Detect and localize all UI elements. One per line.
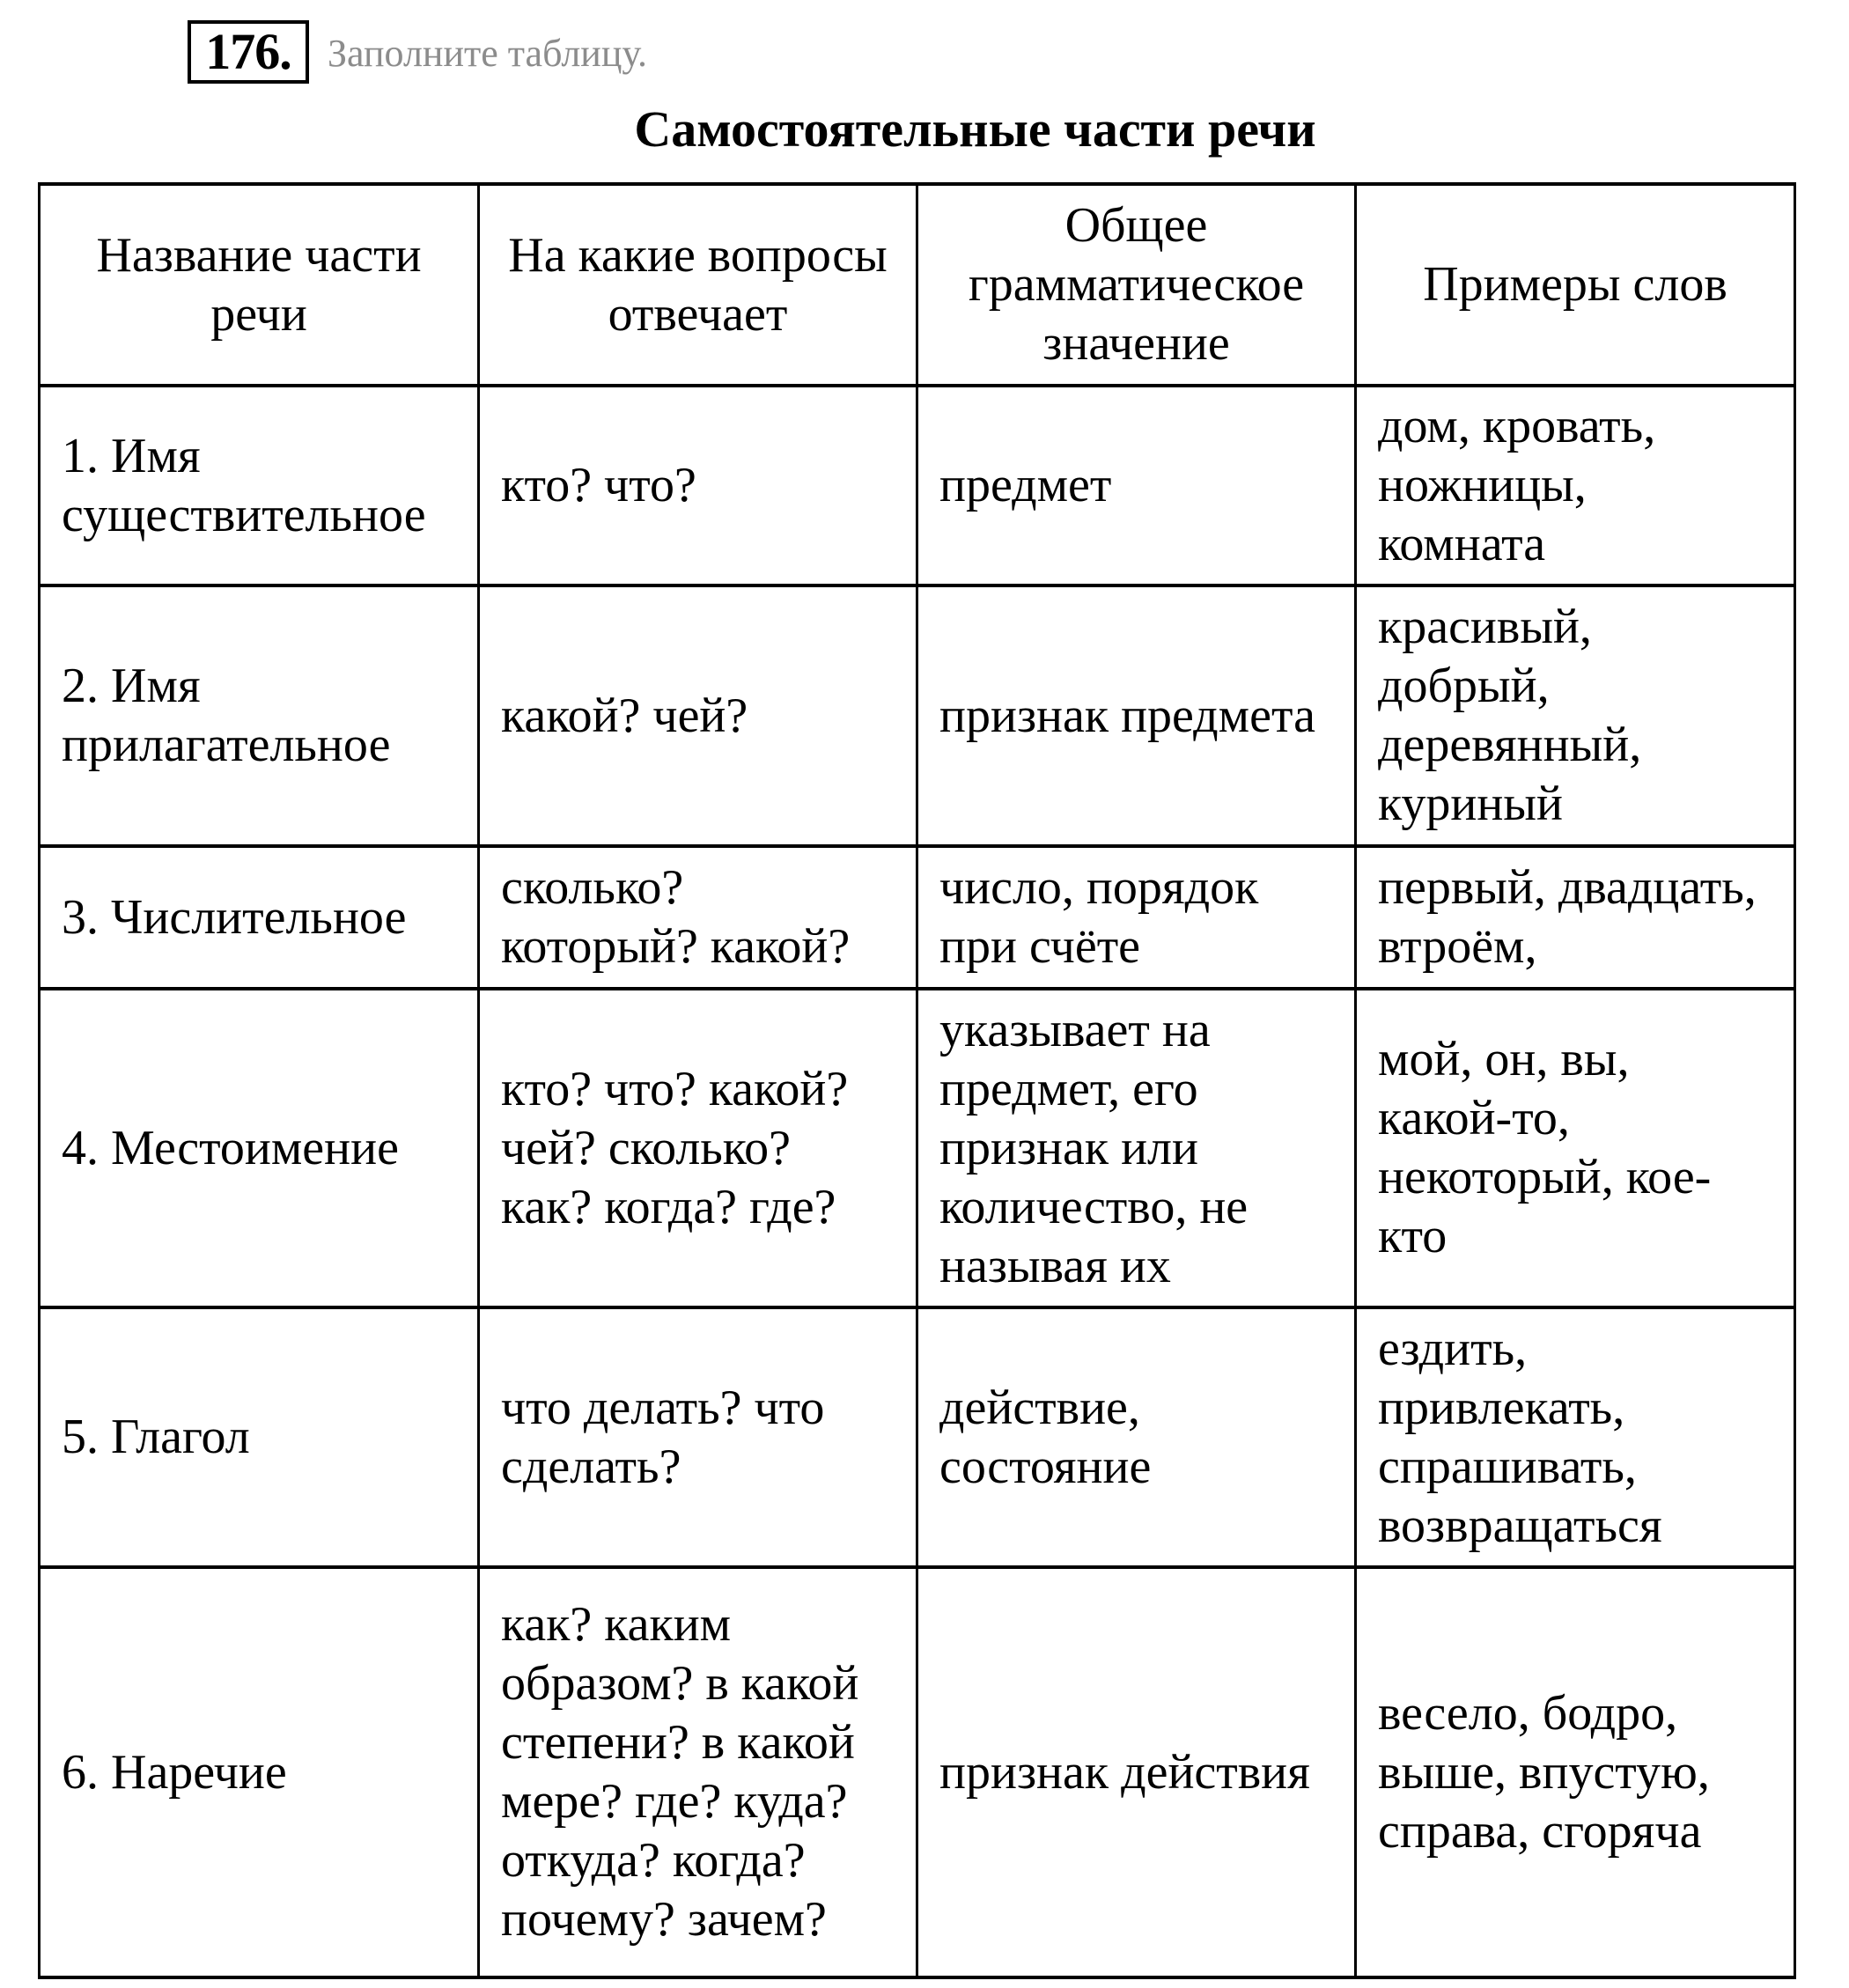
cell-text-line: деревянный, (1378, 718, 1642, 772)
cell-text-line: мой, он, вы, (1378, 1032, 1630, 1086)
cell-text-line: откуда? когда? (501, 1833, 806, 1888)
cell-questions (479, 386, 917, 585)
cell-questions (479, 846, 917, 989)
cell-text-line: какой-то, (1378, 1091, 1570, 1145)
cell-text-line: чей? сколько? (501, 1120, 792, 1175)
cell-text-line: выше, впустую, (1378, 1744, 1710, 1800)
cell-text-line: первый, двадцать, (1378, 860, 1757, 915)
cell-text-line: ездить, (1378, 1321, 1528, 1376)
cell-text-line: какой? чей? (501, 688, 748, 743)
cell-text-line: весело, бодро, (1378, 1685, 1678, 1741)
cell-text-line: 5. Глагол (62, 1410, 250, 1464)
cell-text-line: куриный (1378, 777, 1563, 831)
cell-text-line: сделать? (501, 1439, 681, 1494)
cell-text-line: признак действия (939, 1744, 1310, 1800)
cell-text-line: почему? зачем? (501, 1892, 827, 1947)
table-row (40, 1567, 1795, 1977)
table-row (40, 585, 1795, 846)
cell-text-line: как? когда? где? (501, 1179, 836, 1234)
header-cell-name (40, 184, 479, 386)
cell-examples (1356, 386, 1795, 585)
cell-text-line: действие, (939, 1380, 1140, 1435)
cell-text-line: количество, не (939, 1179, 1249, 1234)
header-text-line: На какие вопросы (508, 227, 888, 283)
cell-text-line: степени? в какой (501, 1715, 855, 1770)
cell-text-line: который? какой? (501, 919, 851, 974)
cell-text-line: предмет, его (939, 1061, 1198, 1116)
cell-text-line: ножницы, (1378, 458, 1587, 512)
cell-text-line: как? каким (501, 1597, 732, 1652)
cell-text-line: 4. Местоимение (62, 1120, 399, 1175)
cell-text-line: прилагательное (62, 718, 391, 772)
cell-examples (1356, 989, 1795, 1307)
cell-meaning (917, 989, 1356, 1307)
exercise-instruction: Заполните таблицу. (328, 32, 647, 75)
cell-text-line: существительное (62, 487, 426, 542)
cell-text-line: спрашивать, (1378, 1439, 1637, 1494)
cell-text-line: 3. Числительное (62, 889, 407, 945)
cell-text-line: красивый, (1378, 600, 1592, 654)
cell-text-line: добрый, (1378, 659, 1550, 713)
header-text-line: грамматическое (968, 257, 1305, 312)
cell-text-line: 1. Имя (62, 428, 201, 483)
cell-text-line: 6. Наречие (62, 1744, 287, 1800)
cell-text-line: дом, кровать, (1378, 399, 1656, 453)
header-cell-examples (1356, 184, 1795, 386)
cell-part-name (40, 1567, 479, 1977)
cell-text-line: указывает на (939, 1002, 1211, 1057)
cell-examples (1356, 1567, 1795, 1977)
cell-text-line: называя их (939, 1238, 1171, 1293)
cell-text-line: признак или (939, 1120, 1198, 1175)
cell-text-line: сколько? (501, 860, 684, 915)
cell-text-line: число, порядок (939, 860, 1259, 915)
cell-questions (479, 1567, 917, 1977)
cell-examples (1356, 1307, 1795, 1567)
cell-examples (1356, 585, 1795, 846)
cell-meaning (917, 585, 1356, 846)
cell-part-name (40, 585, 479, 846)
cell-part-name (40, 1307, 479, 1567)
cell-examples (1356, 846, 1795, 989)
header-text-line: Общее (1064, 198, 1208, 253)
cell-text-line: что делать? что (501, 1380, 825, 1435)
cell-part-name (40, 846, 479, 989)
table-row (40, 386, 1795, 585)
cell-meaning (917, 1307, 1356, 1567)
header-text-line: Название части (96, 227, 422, 283)
cell-text-line: 2. Имя (62, 659, 201, 713)
cell-meaning (917, 1567, 1356, 1977)
header-text-line: значение (1042, 316, 1230, 371)
cell-part-name (40, 989, 479, 1307)
cell-text-line: образом? в какой (501, 1656, 859, 1711)
cell-questions (479, 1307, 917, 1567)
table-row (40, 989, 1795, 1307)
cell-questions (479, 585, 917, 846)
cell-text-line: кто (1378, 1209, 1448, 1263)
header-text-line: отвечает (608, 286, 788, 342)
cell-text-line: мере? где? куда? (501, 1774, 848, 1829)
header-text-line: Примеры слов (1423, 257, 1727, 312)
cell-text-line: комната (1378, 517, 1546, 571)
header-text-line: речи (210, 286, 307, 342)
table-title: Самостоятельные части речи (634, 100, 1316, 158)
cell-text-line: кто? что? (501, 458, 696, 512)
cell-text-line: втроём, (1378, 919, 1537, 974)
cell-text-line: признак предмета (939, 688, 1315, 743)
cell-text-line: привлекать, (1378, 1380, 1625, 1435)
table-row (40, 846, 1795, 989)
table-row (40, 1307, 1795, 1567)
cell-text-line: кто? что? какой? (501, 1061, 849, 1116)
cell-text-line: справа, сгоряча (1378, 1803, 1702, 1859)
header-cell-meaning (917, 184, 1356, 386)
parts-of-speech-table (38, 182, 1796, 1979)
cell-text-line: предмет (939, 458, 1112, 512)
cell-text-line: некоторый, кое- (1378, 1150, 1712, 1204)
cell-questions (479, 989, 917, 1307)
cell-text-line: состояние (939, 1439, 1152, 1494)
cell-text-line: возвращаться (1378, 1498, 1662, 1553)
header-cell-questions (479, 184, 917, 386)
cell-part-name (40, 386, 479, 585)
exercise-number: 176. (188, 20, 309, 84)
cell-text-line: при счёте (939, 919, 1141, 974)
cell-meaning (917, 386, 1356, 585)
header-row (40, 184, 1795, 386)
cell-meaning (917, 846, 1356, 989)
